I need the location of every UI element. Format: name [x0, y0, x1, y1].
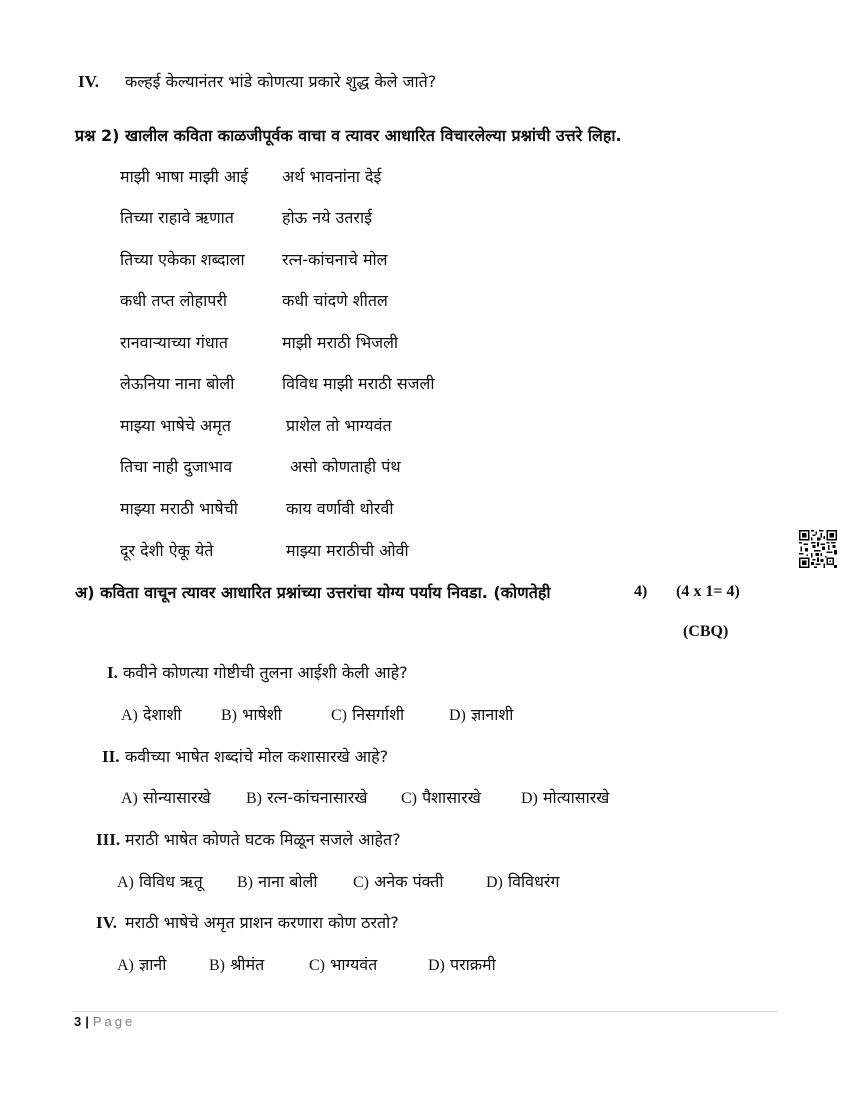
poem-line-1-right: अर्थ भावनांना देई	[282, 167, 382, 186]
mcq-1-option-a[interactable]: A) देशाशी	[121, 705, 182, 724]
mcq-3-option-b[interactable]: B) नाना बोली	[237, 872, 318, 891]
prev-question-number: IV.	[78, 72, 99, 91]
poem-line-2-left: तिच्या राहावे ऋणात	[120, 208, 234, 227]
poem-line-9-right: काय वर्णावी थोरवी	[286, 499, 394, 518]
mcq-1-option-b[interactable]: B) भाषेशी	[221, 705, 282, 724]
poem-line-4-right: कधी चांदणे शीतल	[282, 291, 388, 310]
poem-line-4-left: कधी तप्त लोहापरी	[120, 291, 228, 310]
footer-separator: |	[85, 1014, 89, 1029]
poem-line-7-left: माझ्या भाषेचे अमृत	[120, 416, 231, 435]
section-a-heading: अ) कविता वाचून त्यावर आधारित प्रश्नांच्या उत्तरांचा योग्य पर्याय निवडा. (कोणतेही	[75, 583, 551, 602]
mcq-4-number: IV.	[96, 913, 117, 932]
poem-line-8-left: तिचा नाही दुजाभाव	[120, 457, 233, 476]
mcq-2-number: II.	[102, 747, 120, 766]
footer-divider	[72, 1011, 778, 1012]
mcq-1-number: I.	[107, 663, 118, 682]
mcq-2-option-a[interactable]: A) सोन्यासारखे	[121, 788, 211, 807]
mcq-4-option-a[interactable]: A) ज्ञानी	[117, 955, 167, 974]
section-a-count: 4)	[634, 583, 648, 600]
mcq-3-option-a[interactable]: A) विविध ऋतू	[117, 872, 203, 891]
mcq-2-option-d[interactable]: D) मोत्यासारखे	[521, 788, 610, 807]
mcq-1-question: कवीने कोणत्या गोष्टीची तुलना आईशी केली आहे?	[123, 663, 408, 682]
prev-question-text: कल्हई केल्यानंतर भांडे कोणत्या प्रकारे शुद्ध केले जाते?	[125, 72, 437, 91]
mcq-4-option-c[interactable]: C) भाग्यवंत	[309, 955, 378, 974]
mcq-1-option-c[interactable]: C) निसर्गाशी	[331, 705, 405, 724]
poem-line-1-left: माझी भाषा माझी आई	[120, 167, 249, 186]
mcq-1-option-d[interactable]: D) ज्ञानाशी	[449, 705, 514, 724]
mcq-4-option-d[interactable]: D) पराक्रमी	[428, 955, 496, 974]
poem-line-6-right: विविध माझी मराठी सजली	[282, 374, 435, 393]
poem-line-10-right: माझ्या मराठीची ओवी	[286, 541, 409, 560]
poem-line-2-right: होऊ नये उतराई	[282, 208, 372, 227]
page-label: Page	[92, 1014, 136, 1029]
mcq-4-question: मराठी भाषेचे अमृत प्राशन करणारा कोण ठरतो?	[125, 913, 399, 932]
mcq-2-question: कवीच्या भाषेत शब्दांचे मोल कशासारखे आहे?	[125, 747, 389, 766]
mcq-3-number: III.	[96, 830, 121, 849]
poem-line-8-right: असो कोणताही पंथ	[290, 457, 401, 476]
section-a-tag: (CBQ)	[683, 623, 729, 640]
poem-line-5-left: रानवाऱ्याच्या गंधात	[120, 333, 228, 352]
poem-line-10-left: दूर देशी ऐकू येते	[120, 541, 214, 560]
poem-line-7-right: प्राशेल तो भाग्यवंत	[286, 416, 392, 435]
poem-line-6-left: लेऊनिया नाना बोली	[120, 374, 235, 393]
qr-code-icon	[799, 530, 837, 568]
mcq-3-option-c[interactable]: C) अनेक पंक्ती	[353, 872, 444, 891]
mcq-3-question: मराठी भाषेत कोणते घटक मिळून सजले आहेत?	[125, 830, 401, 849]
page-number: 3	[74, 1014, 82, 1029]
poem-line-3-left: तिच्या एकेका शब्दाला	[120, 250, 245, 269]
section-a-marks: (4 x 1= 4)	[676, 583, 740, 600]
poem-line-5-right: माझी मराठी भिजली	[282, 333, 399, 352]
mcq-2-option-b[interactable]: B) रत्न-कांचनासारखे	[246, 788, 368, 807]
mcq-4-option-b[interactable]: B) श्रीमंत	[209, 955, 265, 974]
mcq-3-option-d[interactable]: D) विविधरंग	[486, 872, 560, 891]
mcq-2-option-c[interactable]: C) पैशासारखे	[401, 788, 481, 807]
page-footer	[74, 1014, 135, 1029]
poem-line-3-right: रत्न-कांचनाचे मोल	[282, 250, 388, 269]
question-2-heading: प्रश्न 2) खालील कविता काळजीपूर्वक वाचा व त्यावर आधारित विचारलेल्या प्रश्नांची उत्तरे लिहा.	[75, 126, 622, 145]
poem-line-9-left: माझ्या मराठी भाषेची	[120, 499, 238, 518]
